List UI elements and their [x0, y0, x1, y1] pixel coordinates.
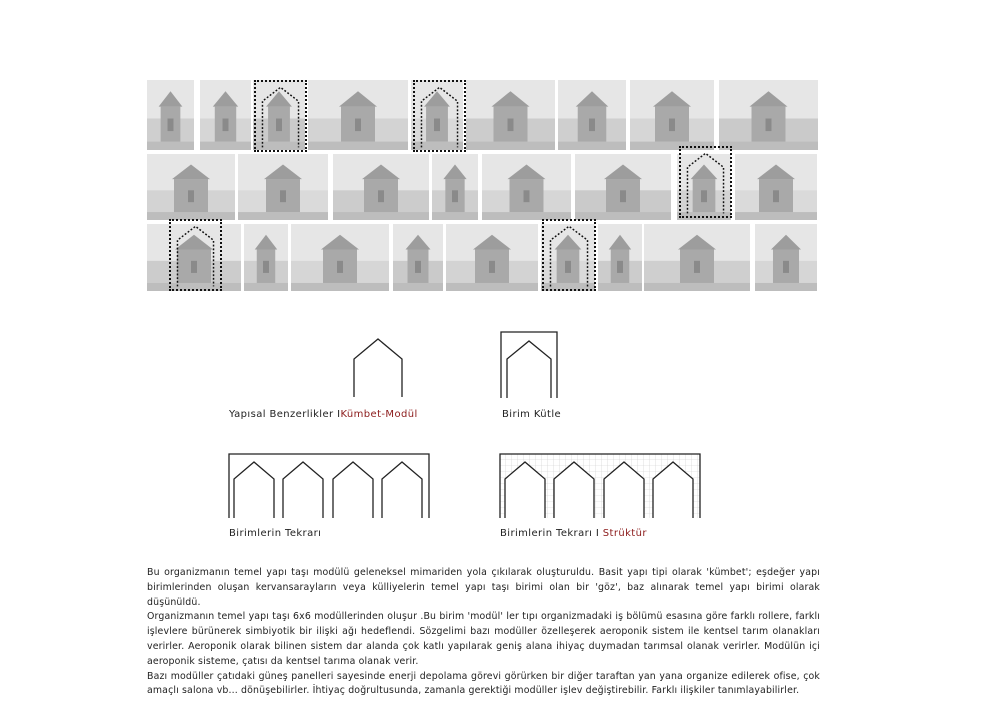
- single-module-label: [229, 409, 418, 420]
- unit-mass-label: Birim Kütle: [502, 409, 562, 420]
- kumbet-photo: [147, 80, 194, 150]
- kumbet-photo: [333, 154, 429, 220]
- kumbet-photo: [644, 224, 750, 291]
- kumbet-photo: [630, 80, 714, 150]
- kumbet-photo: [244, 224, 288, 291]
- kumbet-outline-frame: [413, 80, 466, 152]
- kumbet-photo: [432, 154, 478, 220]
- kumbet-outline-frame: [254, 80, 307, 152]
- description-text: [147, 566, 820, 699]
- kumbet-photo: [308, 80, 408, 150]
- kumbet-module-diagram: [350, 337, 406, 399]
- unit-repetition-label: Birimlerin Tekrarı: [229, 528, 322, 539]
- description-paragraph-2: Organizmanın temel yapı taşı 6x6 modüllerinden oluşur .Bu birim 'modül' ler tıpı organizmadaki iş bölümü esasına göre farklı rollere, farklı işlevlere bürünerek simbiyotik bir ilişki ağı hedeflendi. Sözgelimi bazı modüller özelleşerek aeroponik sistem ile kentsel tarım olanakları verirler. Aeroponik olarak bilinen sistem dar alanda çok katlı yapılarak geniş alana ihiyaç duymadan tarımsal olanak verirler. Modülün içi aeroponik sisteme, çatısı da kentsel tarıma olanak verir.: [147, 611, 820, 667]
- unit-repetition-diagram: [228, 453, 430, 519]
- kumbet-outline-frame: [169, 219, 222, 291]
- structure-label-accent: Strüktür: [602, 528, 647, 539]
- kumbet-photo: [558, 80, 626, 150]
- kumbet-photo: [393, 224, 443, 291]
- description-paragraph-3: Bazı modüller çatıdaki güneş panelleri sayesinde enerji depolama görevi görürken bir diğer taraftan yan yana organize edilerek ofise, çok amaçlı salona vb... dönüşebilirler. İhtiyaç doğrultusunda, zamanla gerektiği modüller işlev değiştirebilir. Farklı ilişkiler tanımlayabilirler.: [147, 670, 820, 697]
- kumbet-photo: [466, 80, 555, 150]
- kumbet-photo: [735, 154, 817, 220]
- kumbet-photo: [147, 154, 235, 220]
- unit-mass-diagram: [500, 331, 558, 399]
- description-paragraph-1: Bu organizmanın temel yapı taşı modülü geleneksel mimariden yola çıkılarak oluşturuldu. Basit yapı tipi olarak 'kümbet'; eşdeğer yapı birimlerinden oluşan kervansarayların veya külliyelerin temel yapı taşı birimi olan bir 'göz', baz alınarak temel yapı birimi olarak düşünüldü.: [147, 567, 820, 608]
- kumbet-outline-frame: [679, 146, 732, 218]
- single-module-label-accent: Kümbet-Modül: [340, 409, 418, 420]
- kumbet-photo: [238, 154, 328, 220]
- structure-label-main: Birimlerin Tekrarı I: [500, 528, 603, 539]
- kumbet-photo: [719, 80, 818, 150]
- kumbet-photo: [200, 80, 251, 150]
- structure-label: [500, 528, 647, 539]
- kumbet-photo: [482, 154, 571, 220]
- structure-grid-diagram: [499, 453, 701, 519]
- kumbet-photo: [598, 224, 642, 291]
- kumbet-photo: [575, 154, 671, 220]
- kumbet-photo: [755, 224, 817, 291]
- single-module-label-main: Yapısal Benzerlikler I: [229, 409, 341, 420]
- kumbet-outline-frame: [542, 219, 596, 291]
- kumbet-photo: [291, 224, 389, 291]
- kumbet-photo: [446, 224, 538, 291]
